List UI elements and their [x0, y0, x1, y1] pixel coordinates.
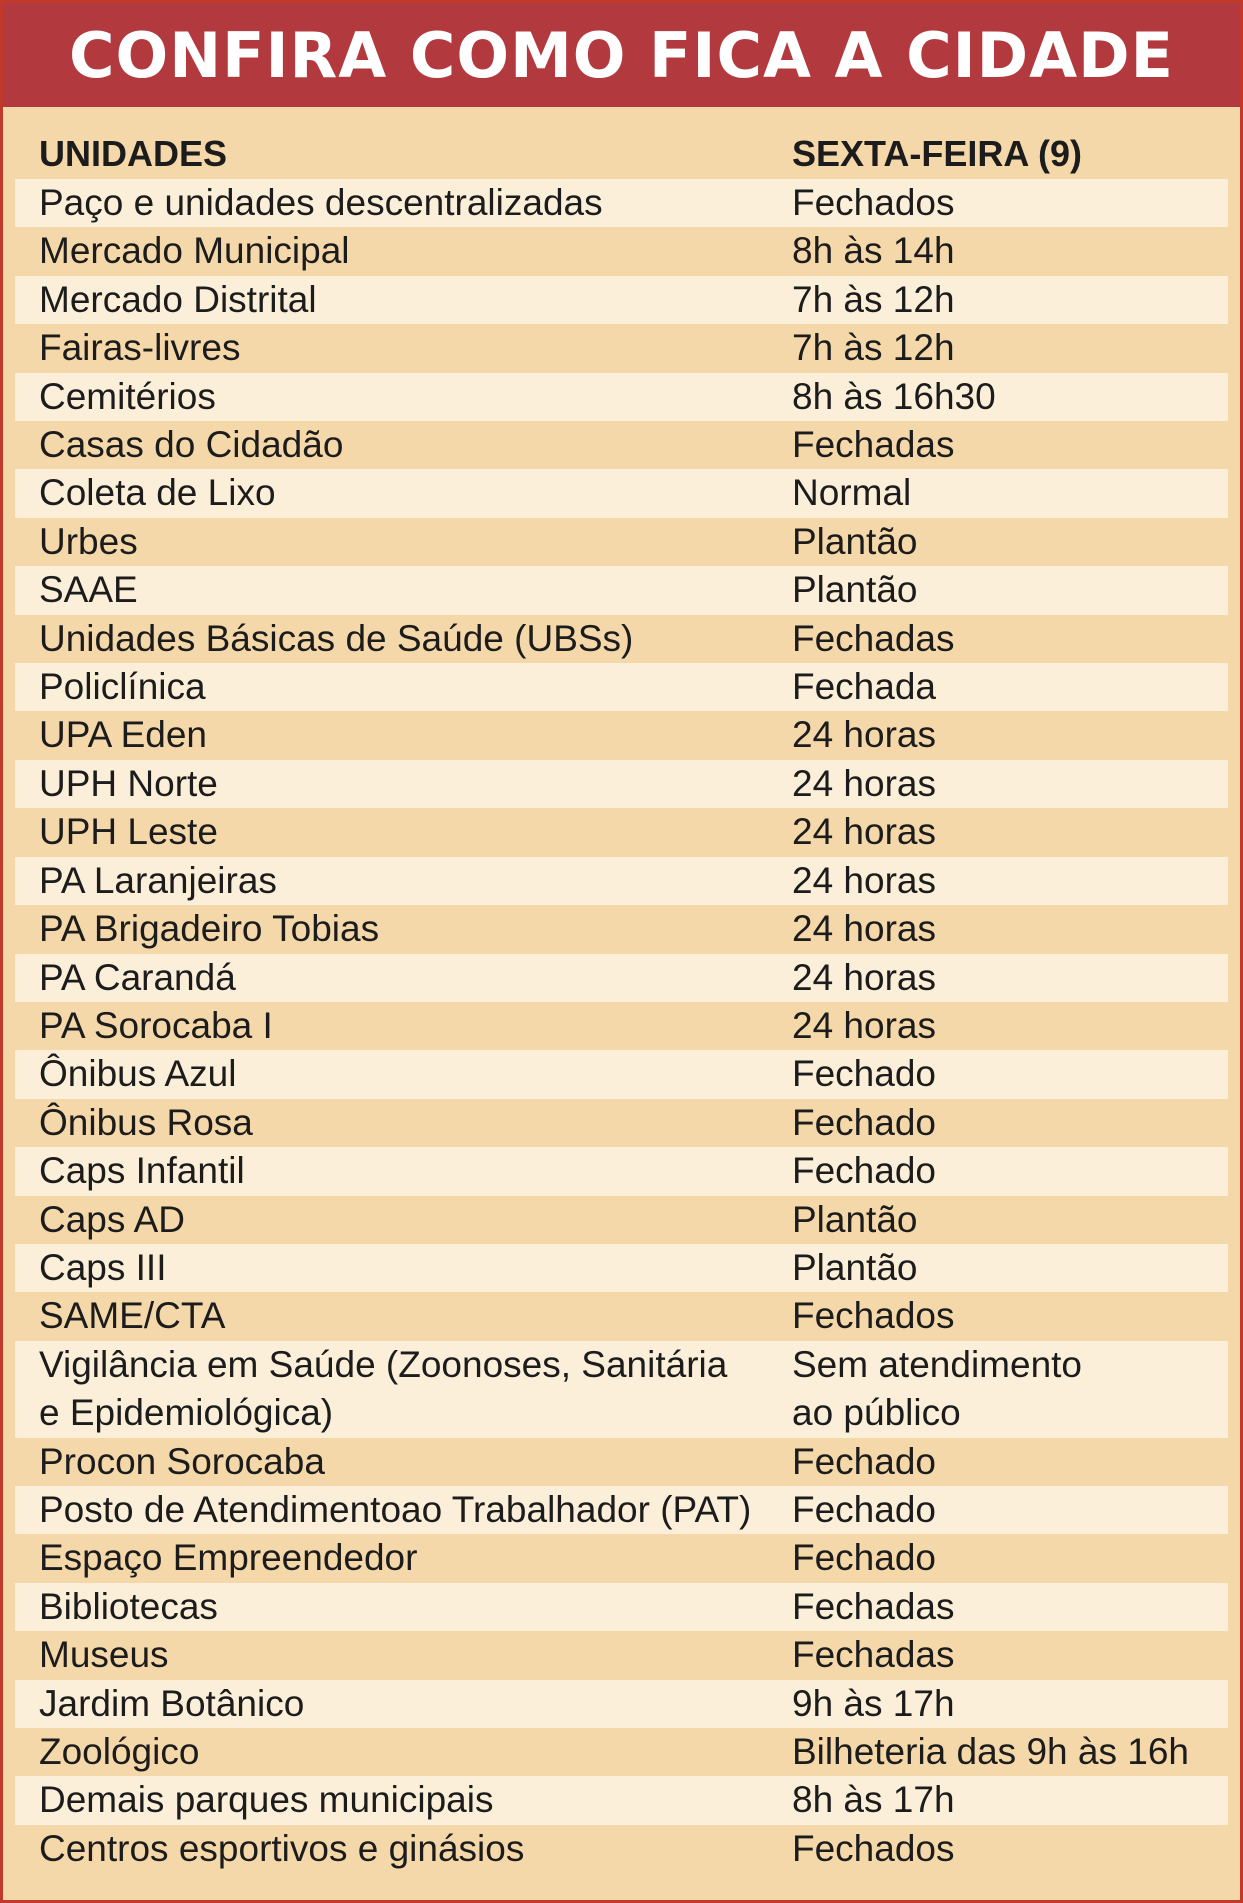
unit-name-line: SAME/CTA: [39, 1295, 226, 1337]
unit-name: [39, 421, 792, 469]
unit-status-line: Normal: [792, 472, 912, 514]
table-body: [15, 179, 1228, 1873]
unit-name-line: Fairas-livres: [39, 327, 241, 369]
unit-status-line: 7h às 12h: [792, 278, 955, 320]
unit-name: [39, 615, 792, 663]
unit-status: [792, 1776, 1228, 1824]
unit-name-line: Zoológico: [39, 1731, 200, 1772]
unit-name-line: Unidades Básicas de Saúde (UBSs): [39, 617, 634, 659]
unit-name: [39, 1244, 792, 1292]
unit-status-line: Plantão: [792, 1246, 918, 1288]
table-row: [15, 1341, 1228, 1438]
unit-name-line: Caps AD: [39, 1198, 186, 1240]
unit-name: [39, 1776, 792, 1824]
unit-status-line: 8h às 14h: [792, 230, 955, 272]
unit-name: [39, 1099, 792, 1147]
unit-name-line: Mercado Municipal: [39, 230, 350, 272]
table-row: [15, 760, 1228, 808]
unit-name-line: Posto de Atendimentoao Trabalhador (PAT): [39, 1488, 752, 1530]
unit-status-line: Fechadas: [792, 1634, 955, 1676]
table-row: [15, 1292, 1228, 1340]
schedule-table: [15, 129, 1228, 1873]
unit-name-line: Coleta de Lixo: [39, 472, 276, 514]
unit-status: [792, 227, 1228, 275]
table-row: [15, 1002, 1228, 1050]
table-row: [15, 1583, 1228, 1631]
unit-name: [39, 566, 792, 614]
unit-status: [792, 615, 1228, 663]
table-row: [15, 1825, 1228, 1873]
unit-status-line: Fechado: [792, 1440, 936, 1482]
unit-status-line: Fechados: [792, 1295, 955, 1337]
table-row: [15, 1196, 1228, 1244]
table-row: [15, 373, 1228, 421]
unit-status: [792, 421, 1228, 469]
unit-status-line: 24 horas: [792, 956, 936, 998]
unit-name: [39, 954, 792, 1002]
unit-status: [792, 1050, 1228, 1098]
unit-status: [792, 1438, 1228, 1486]
unit-name: [39, 1728, 792, 1776]
unit-status: [792, 1728, 1228, 1776]
unit-status: [792, 179, 1228, 227]
unit-status-line: 9h às 17h: [792, 1682, 955, 1724]
table-row: [15, 469, 1228, 517]
unit-status: [792, 1196, 1228, 1244]
unit-name-line: Bibliotecas: [39, 1585, 218, 1627]
unit-status: [792, 954, 1228, 1002]
unit-status: [792, 1002, 1228, 1050]
unit-status-line: 24 horas: [792, 714, 936, 756]
unit-status-line: 24 horas: [792, 1004, 936, 1046]
unit-name-line: Museus: [39, 1634, 169, 1676]
unit-name: [39, 1341, 792, 1438]
unit-name-line: PA Carandá: [39, 956, 236, 998]
unit-name: [39, 1534, 792, 1582]
unit-name-line: Espaço Empreendedor: [39, 1537, 418, 1579]
unit-status-line: 24 horas: [792, 859, 936, 901]
unit-status: [792, 905, 1228, 953]
unit-name: [39, 324, 792, 372]
unit-name-line: Centros esportivos e ginásios: [39, 1827, 525, 1869]
unit-name-line: Caps Infantil: [39, 1150, 245, 1192]
unit-status: [792, 1486, 1228, 1534]
table-row: [15, 857, 1228, 905]
page-title: CONFIRA COMO FICA A CIDADE: [69, 18, 1174, 92]
table-row: [15, 227, 1228, 275]
unit-status-line: 24 horas: [792, 908, 936, 950]
table-row: [15, 663, 1228, 711]
unit-status: [792, 1244, 1228, 1292]
unit-status: [792, 518, 1228, 566]
table-row: [15, 1631, 1228, 1679]
unit-status: [792, 1825, 1228, 1873]
unit-name: [39, 1486, 792, 1534]
unit-status: [792, 469, 1228, 517]
table-row: [15, 615, 1228, 663]
table-row: [15, 1728, 1228, 1776]
table-row: [15, 1486, 1228, 1534]
unit-name: [39, 469, 792, 517]
unit-name-line: UPH Leste: [39, 811, 218, 853]
unit-name-line: e Epidemiológica): [39, 1392, 334, 1434]
unit-name: [39, 1680, 792, 1728]
unit-status: [792, 373, 1228, 421]
unit-name: [39, 179, 792, 227]
table-row: [15, 1244, 1228, 1292]
unit-name-line: Demais parques municipais: [39, 1779, 494, 1821]
unit-status: [792, 1583, 1228, 1631]
unit-status-line: Plantão: [792, 520, 918, 562]
unit-name-line: Ônibus Rosa: [39, 1101, 253, 1143]
unit-name-line: Casas do Cidadão: [39, 424, 344, 466]
unit-status-line: Fechadas: [792, 424, 955, 466]
table-row: [15, 179, 1228, 227]
table-row: [15, 1050, 1228, 1098]
unit-name: [39, 227, 792, 275]
table-row: [15, 1099, 1228, 1147]
table-header: [15, 129, 1228, 179]
title-bar: [3, 3, 1240, 107]
table-row: [15, 324, 1228, 372]
unit-name: [39, 905, 792, 953]
unit-name-line: Cemitérios: [39, 375, 216, 417]
unit-status-line: 24 horas: [792, 811, 936, 853]
unit-status-line: 7h às 12h: [792, 327, 955, 369]
unit-status-line: Plantão: [792, 1198, 918, 1240]
column-header-friday: SEXTA-FEIRA (9): [792, 133, 1083, 174]
table-row: [15, 954, 1228, 1002]
table-row: [15, 905, 1228, 953]
unit-name-line: Caps III: [39, 1246, 167, 1288]
unit-status-line: Fechados: [792, 1827, 955, 1869]
unit-status: [792, 663, 1228, 711]
unit-name-line: Procon Sorocaba: [39, 1440, 325, 1482]
unit-status-line: Fechado: [792, 1053, 936, 1095]
unit-name: [39, 373, 792, 421]
table-row: [15, 276, 1228, 324]
unit-status: [792, 1099, 1228, 1147]
unit-status: [792, 324, 1228, 372]
unit-status-line: 24 horas: [792, 762, 936, 804]
unit-status: [792, 1534, 1228, 1582]
unit-status-line: Fechado: [792, 1101, 936, 1143]
unit-status-line: Fechadas: [792, 617, 955, 659]
unit-name-line: Mercado Distrital: [39, 278, 317, 320]
unit-status: [792, 1147, 1228, 1195]
unit-status-line: Fechadas: [792, 1585, 955, 1627]
unit-name-line: SAAE: [39, 569, 138, 611]
unit-status-line: Sem atendimento: [792, 1343, 1083, 1385]
unit-status-line: Fechado: [792, 1150, 936, 1192]
unit-status-line: 8h às 17h: [792, 1779, 955, 1821]
unit-name: [39, 663, 792, 711]
unit-name: [39, 1002, 792, 1050]
table-row: [15, 421, 1228, 469]
unit-status: [792, 1680, 1228, 1728]
unit-name-line: Policlínica: [39, 666, 206, 708]
unit-name: [39, 276, 792, 324]
unit-status: [792, 808, 1228, 856]
unit-name-line: PA Sorocaba I: [39, 1004, 273, 1046]
unit-status: [792, 1292, 1228, 1340]
unit-status: [792, 566, 1228, 614]
unit-status-line: Plantão: [792, 569, 918, 611]
unit-name: [39, 711, 792, 759]
unit-status: [792, 1341, 1228, 1438]
table-row: [15, 1776, 1228, 1824]
table-row: [15, 1680, 1228, 1728]
unit-status-line: Bilheteria das 9h às 16h: [792, 1731, 1189, 1772]
unit-status: [792, 1631, 1228, 1679]
unit-name: [39, 1438, 792, 1486]
unit-name: [39, 1147, 792, 1195]
unit-name: [39, 1631, 792, 1679]
unit-status-line: ao público: [792, 1392, 961, 1434]
unit-status: [792, 711, 1228, 759]
unit-name: [39, 760, 792, 808]
table-row: [15, 1438, 1228, 1486]
unit-name-line: PA Laranjeiras: [39, 859, 277, 901]
unit-status-line: Fechados: [792, 182, 955, 223]
unit-status: [792, 276, 1228, 324]
unit-status-line: 8h às 16h30: [792, 375, 996, 417]
unit-name: [39, 1583, 792, 1631]
unit-name: [39, 857, 792, 905]
unit-name: [39, 518, 792, 566]
column-header-units: UNIDADES: [39, 133, 228, 174]
unit-name: [39, 1825, 792, 1873]
unit-name: [39, 1292, 792, 1340]
unit-name-line: Paço e unidades descentralizadas: [39, 182, 603, 223]
table-row: [15, 518, 1228, 566]
unit-name: [39, 808, 792, 856]
table-row: [15, 1147, 1228, 1195]
unit-status-line: Fechada: [792, 666, 936, 708]
unit-status: [792, 857, 1228, 905]
table-row: [15, 1534, 1228, 1582]
unit-name-line: UPA Eden: [39, 714, 207, 756]
unit-name-line: UPH Norte: [39, 762, 218, 804]
unit-name: [39, 1196, 792, 1244]
unit-status-line: Fechado: [792, 1537, 936, 1579]
unit-name-line: Jardim Botânico: [39, 1682, 305, 1724]
table-row: [15, 808, 1228, 856]
unit-status-line: Fechado: [792, 1488, 936, 1530]
unit-name: [39, 1050, 792, 1098]
table-row: [15, 711, 1228, 759]
unit-name-line: Urbes: [39, 520, 138, 562]
unit-status: [792, 760, 1228, 808]
unit-name-line: PA Brigadeiro Tobias: [39, 908, 380, 950]
unit-name-line: Ônibus Azul: [39, 1053, 237, 1095]
table-row: [15, 566, 1228, 614]
unit-name-line: Vigilância em Saúde (Zoonoses, Sanitária: [39, 1343, 728, 1385]
